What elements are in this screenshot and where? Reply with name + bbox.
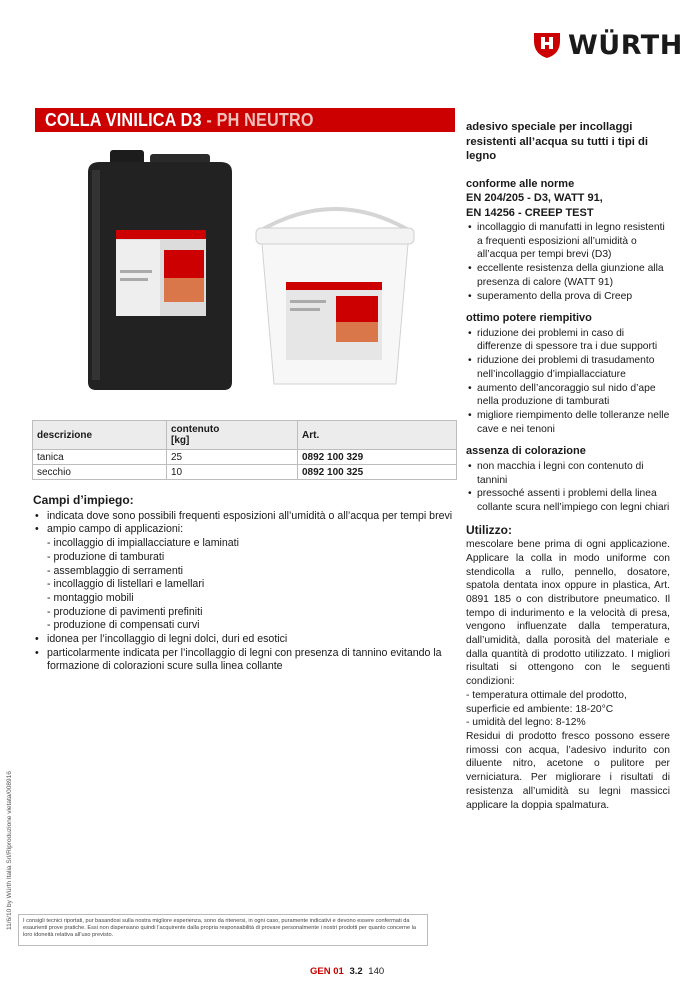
intro-text: adesivo speciale per incollaggi resistenti all’acqua su tutti i tipi di legno (466, 121, 649, 162)
sub-list-item: - produzione di tamburati (47, 550, 165, 563)
riempitivo-section (466, 312, 670, 436)
list-item: • superamento della prova di Creep (466, 290, 670, 304)
title-main: COLLA VINILICA D3 (45, 110, 202, 130)
norme-section (466, 178, 670, 304)
table-row (33, 450, 457, 465)
brand-logo (532, 28, 683, 62)
title-suffix: - PH NEUTRO (201, 110, 314, 130)
footer-category: GEN 01 (310, 966, 344, 977)
colorazione-section (466, 445, 670, 514)
colorazione-list (466, 460, 670, 515)
norme-list (466, 221, 670, 303)
list-item: • incollaggio di manufatti in legno resistenti a frequenti esposizioni all’umidità o all’acqua per tempi brevi (D3) (466, 221, 670, 262)
side-copyright: 11/6/10 by Würth Italia Srl/Riproduzione vietata/008916 (6, 771, 13, 930)
norme-heading-3: EN 14256 - CREEP TEST (466, 206, 594, 219)
list-item: • riduzione dei problemi in caso di differenze di spessore tra i due supporti (466, 327, 670, 354)
sub-list-item: - produzione di compensati curvi (47, 619, 200, 632)
header-contenuto: contenuto [kg] (167, 421, 298, 450)
list-item: • migliore riempimento delle tolleranze nelle cave e nei tenoni (466, 409, 670, 436)
list-item (33, 523, 458, 633)
riempitivo-heading: ottimo potere riempitivo (466, 312, 592, 325)
list-item: • indicata dove sono possibili frequenti esposizioni all’umidità o all’acqua per tempi brevi (33, 510, 458, 524)
bucket-image (256, 209, 414, 384)
list-item: • non macchia i legni con contenuto di tannini (466, 460, 670, 487)
sub-list-item: - assemblaggio di serramenti (47, 564, 184, 577)
riempitivo-list (466, 327, 670, 437)
page-title (45, 110, 314, 131)
applications-list (33, 510, 458, 674)
sub-list-item: - incollaggio di impiallacciature e laminati (47, 537, 239, 550)
sub-list-item: - produzione di pavimenti prefiniti (47, 605, 203, 618)
features-column (466, 120, 670, 821)
cell-descrizione: secchio (33, 465, 167, 480)
applications-heading: Campi d’impiego: (33, 493, 134, 507)
sub-list-item: - montaggio mobili (47, 591, 134, 604)
cell-art: 0892 100 325 (298, 465, 457, 480)
cell-art: 0892 100 329 (298, 450, 457, 465)
sub-list-item: - incollaggio di listellari e lamellari (47, 578, 205, 591)
list-item: • riduzione dei problemi di trasudamento nell’incollaggio d’impiallacciature (466, 354, 670, 381)
list-item: • idonea per l’incollaggio di legni dolci, duri ed esotici (33, 633, 458, 647)
cell-contenuto: 25 (167, 450, 298, 465)
list-item: • aumento dell’ancoraggio sul nido d’ape nella produzione di tamburati (466, 382, 670, 409)
utilizzo-text-2: Residui di prodotto fresco possono essere rimossi con acqua, l’adesivo indurito con diluente nitro, acetone o pulitore per verniciatura. Per migliorare i risultati di resistenza all’umidità su legni massicci applicare la doppia spalmatura. (466, 731, 670, 811)
list-item-text: ampio campo di applicazioni: (47, 523, 184, 536)
page-number: 140 (368, 966, 385, 977)
utilizzo-text: mescolare bene prima di ogni applicazione. Applicare la colla in modo uniforme con stendicolla a rullo, pennello, dosatore, spatola dentata inox oppure in plastica, Art. 0891 185 o con distributore pneumatico. Il tempo di indurimento e la velocità di presa, vengono influenzate dalla temperatura, dall’umidità, dalla porosità del materiale e dalla quantità di prodotto utilizzato. I migliori risultati si ottengono con le seguenti condizioni: (466, 539, 670, 688)
cell-descrizione: tanica (33, 450, 167, 465)
colorazione-heading: assenza di colorazione (466, 445, 586, 458)
brand-name: WÜRTH (568, 29, 683, 61)
footer-section: 3.2 (349, 966, 363, 977)
canister-image (88, 150, 232, 390)
wurth-logo-icon (532, 30, 562, 60)
product-table (32, 420, 457, 480)
header-descrizione: descrizione (33, 421, 167, 450)
norme-heading-2: EN 204/205 - D3, WATT 91, (466, 192, 603, 204)
header-art: Art. (298, 421, 457, 450)
applications-section (33, 494, 458, 674)
norme-heading-1: conforme alle norme (466, 177, 575, 190)
product-image (80, 150, 420, 400)
condition-item: - umidità del legno: 8-12% (466, 717, 586, 729)
list-item: • eccellente resistenza della giunzione alla presenza di calore (WATT 91) (466, 262, 670, 289)
disclaimer-box: I consigli tecnici riportati, pur basandosi sulla nostra migliore esperienza, sono da ritenersi, in ogni caso, puramente indicativi e devono essere confermati da esaurienti prove pratiche. Essi non dispensano quindi l’acquirente dalla propria responsabilità di provare personalmente i nostri prodotti per quanto concerne la loro idoneità relativa all’uso previsto. (18, 914, 428, 946)
page-footer (310, 966, 384, 977)
table-header-row (33, 421, 457, 450)
sub-list (47, 537, 458, 633)
cell-contenuto: 10 (167, 465, 298, 480)
list-item: • pressoché assenti i problemi della linea collante scura nell’impiego con legni chiari (466, 487, 670, 514)
utilizzo-section (466, 524, 670, 813)
table-row (33, 465, 457, 480)
utilizzo-heading: Utilizzo: (466, 522, 512, 537)
condition-item: - temperatura ottimale del prodotto, superficie ed ambiente: 18-20°C (466, 689, 627, 715)
list-item: • particolarmente indicata per l’incollaggio di legni con presenza di tannino evitando la formazione di colorazioni scure sulla linea collante (33, 647, 458, 674)
